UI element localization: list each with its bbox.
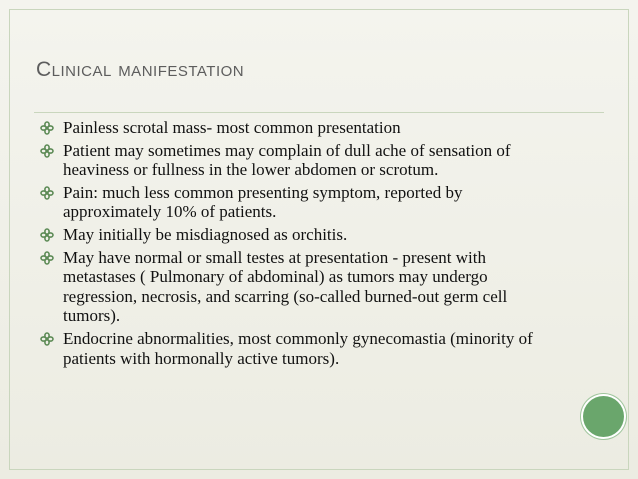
- bullet-text: May initially be misdiagnosed as orchitis.: [63, 224, 348, 244]
- flower-bullet-icon: [40, 121, 54, 135]
- list-item: [38, 141, 558, 180]
- list-item: [38, 248, 558, 326]
- flower-bullet-icon: [40, 251, 54, 265]
- flower-bullet-icon: [40, 186, 54, 200]
- bullet-text: Painless scrotal mass- most common presentation: [63, 118, 401, 137]
- slide-title: Clinical manifestation: [36, 58, 245, 81]
- flower-bullet-icon: [40, 144, 54, 158]
- list-item: [38, 225, 558, 245]
- bullet-text: May have normal or small testes at presentation - present with metastases ( Pulmonary of abdominal) as tumors may undergo regression, necrosis, and scarring (so-called burned-out germ cell tumors).: [63, 247, 508, 326]
- list-item: [38, 183, 558, 222]
- bullet-text: Pain: much less common presenting symptom, reported by approximately 10% of patients.: [63, 182, 463, 222]
- flower-bullet-icon: [40, 332, 54, 346]
- bullet-text: Endocrine abnormalities, most commonly gynecomastia (minority of patients with hormonally active tumors).: [63, 328, 533, 368]
- bullet-list: [38, 118, 558, 371]
- list-item: [38, 118, 558, 138]
- list-item: [38, 329, 558, 368]
- green-circle-icon: [583, 396, 624, 437]
- flower-bullet-icon: [40, 228, 54, 242]
- bullet-text: Patient may sometimes may complain of dull ache of sensation of heaviness or fullness in the lower abdomen or scrotum.: [63, 140, 511, 180]
- title-divider: [34, 112, 604, 113]
